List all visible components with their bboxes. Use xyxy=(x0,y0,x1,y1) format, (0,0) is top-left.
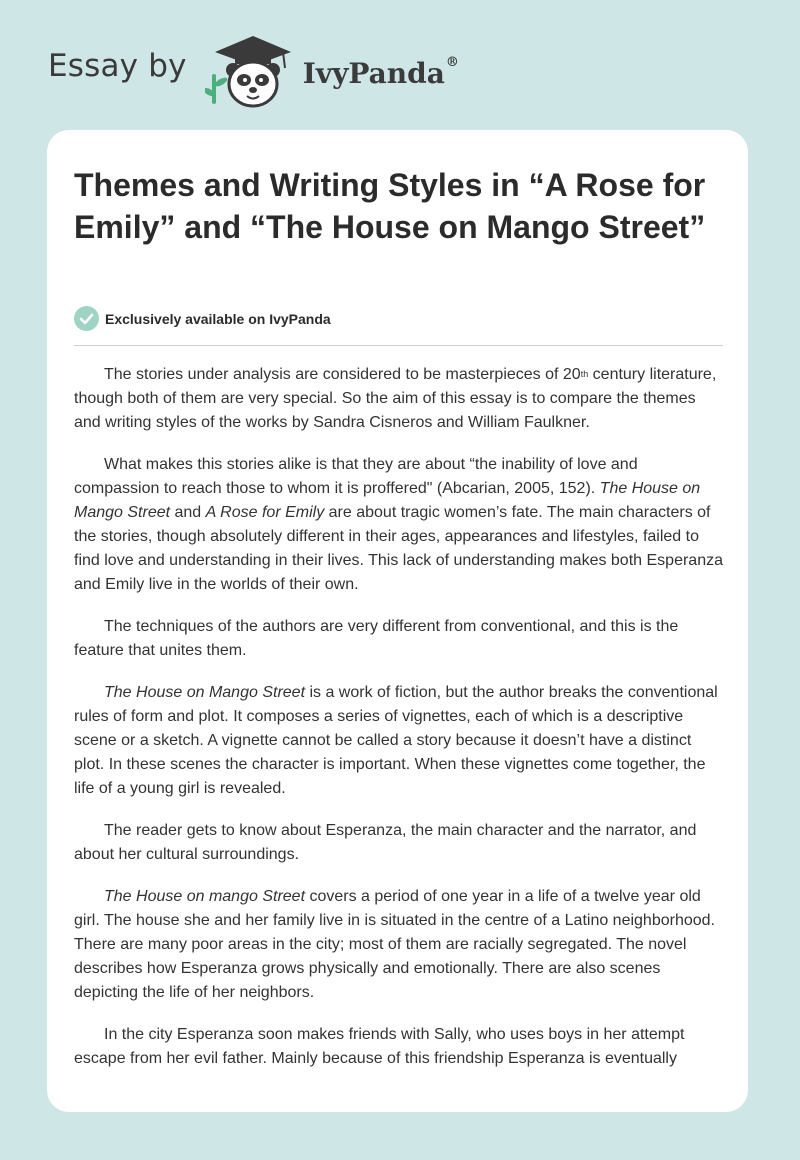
exclusive-text: Exclusively available on IvyPanda xyxy=(105,310,331,327)
italic-title: The House on mango Street xyxy=(104,888,306,905)
registered-mark: ® xyxy=(445,54,459,70)
divider xyxy=(74,345,723,346)
text-segment: century literature, though both of them are very special. So the aim of this essay is to compare the themes and writing styles of the works by Sandra Cisneros and William Faulkner. xyxy=(74,366,717,431)
paragraph xyxy=(74,453,724,597)
text-segment: are about tragic women’s fate. The main characters of the stories, though absolutely different in their ages, appearances and lifestyles, failed to find love and understanding in their lives. This lack of understanding makes both Esperanza and Emily live in the worlds of their own. xyxy=(74,504,723,593)
italic-title: The House on Mango Street xyxy=(74,480,701,521)
paragraph: The reader gets to know about Esperanza, the main character and the narrator, and about her cultural surroundings. xyxy=(74,822,697,863)
paragraph xyxy=(74,885,724,1005)
paragraph xyxy=(74,681,724,801)
text-segment: covers a period of one year in a life of a twelve year old girl. The house she and her family live in is situated in the centre of a Latino neighborhood. There are many poor areas in the city; most of them are racially segregated. The novel describes how Esperanza grows physically and emotionally. There are also scenes depicting the life of her neighbors. xyxy=(74,888,715,1001)
text-segment: is a work of fiction, but the author breaks the conventional rules of form and plot. It composes a series of vignettes, each of which is a descriptive scene or a sketch. A vignette cannot be called a story because it doesn’t have a distinct plot. In these scenes the character is important. When these vignettes come together, the life of a young girl is revealed. xyxy=(74,684,718,797)
italic-title: The House on Mango Street xyxy=(104,684,306,701)
panda-logo-icon[interactable] xyxy=(205,30,297,110)
text-segment: What makes this stories alike is that they are about “the inability of love and compassion to reach those to whom it is proffered" (Abcarian, 2005, 152). xyxy=(74,456,638,497)
brand-name[interactable] xyxy=(302,54,459,90)
essay-by-label: Essay by xyxy=(48,48,187,84)
superscript: th xyxy=(580,369,589,379)
brand-text: IvyPanda xyxy=(302,56,445,90)
paragraph: In the city Esperanza soon makes friends with Sally, who uses boys in her attempt escape from her evil father. Mainly because of this friendship Esperanza is eventually xyxy=(74,1026,685,1067)
check-circle-icon xyxy=(74,306,99,331)
italic-title: A Rose for Emily xyxy=(205,504,325,521)
essay-title: Themes and Writing Styles in “A Rose for Emily” and “The House on Mango Street” xyxy=(74,167,706,245)
exclusive-badge xyxy=(74,306,331,331)
text-segment: and xyxy=(170,504,206,521)
essay-body xyxy=(74,363,724,1089)
site-header xyxy=(48,30,459,110)
text-segment: The stories under analysis are considered to be masterpieces of 20 xyxy=(104,366,581,383)
essay-card xyxy=(47,130,748,1112)
paragraph xyxy=(74,363,724,435)
paragraph: The techniques of the authors are very different from conventional, and this is the feature that unites them. xyxy=(74,618,679,659)
